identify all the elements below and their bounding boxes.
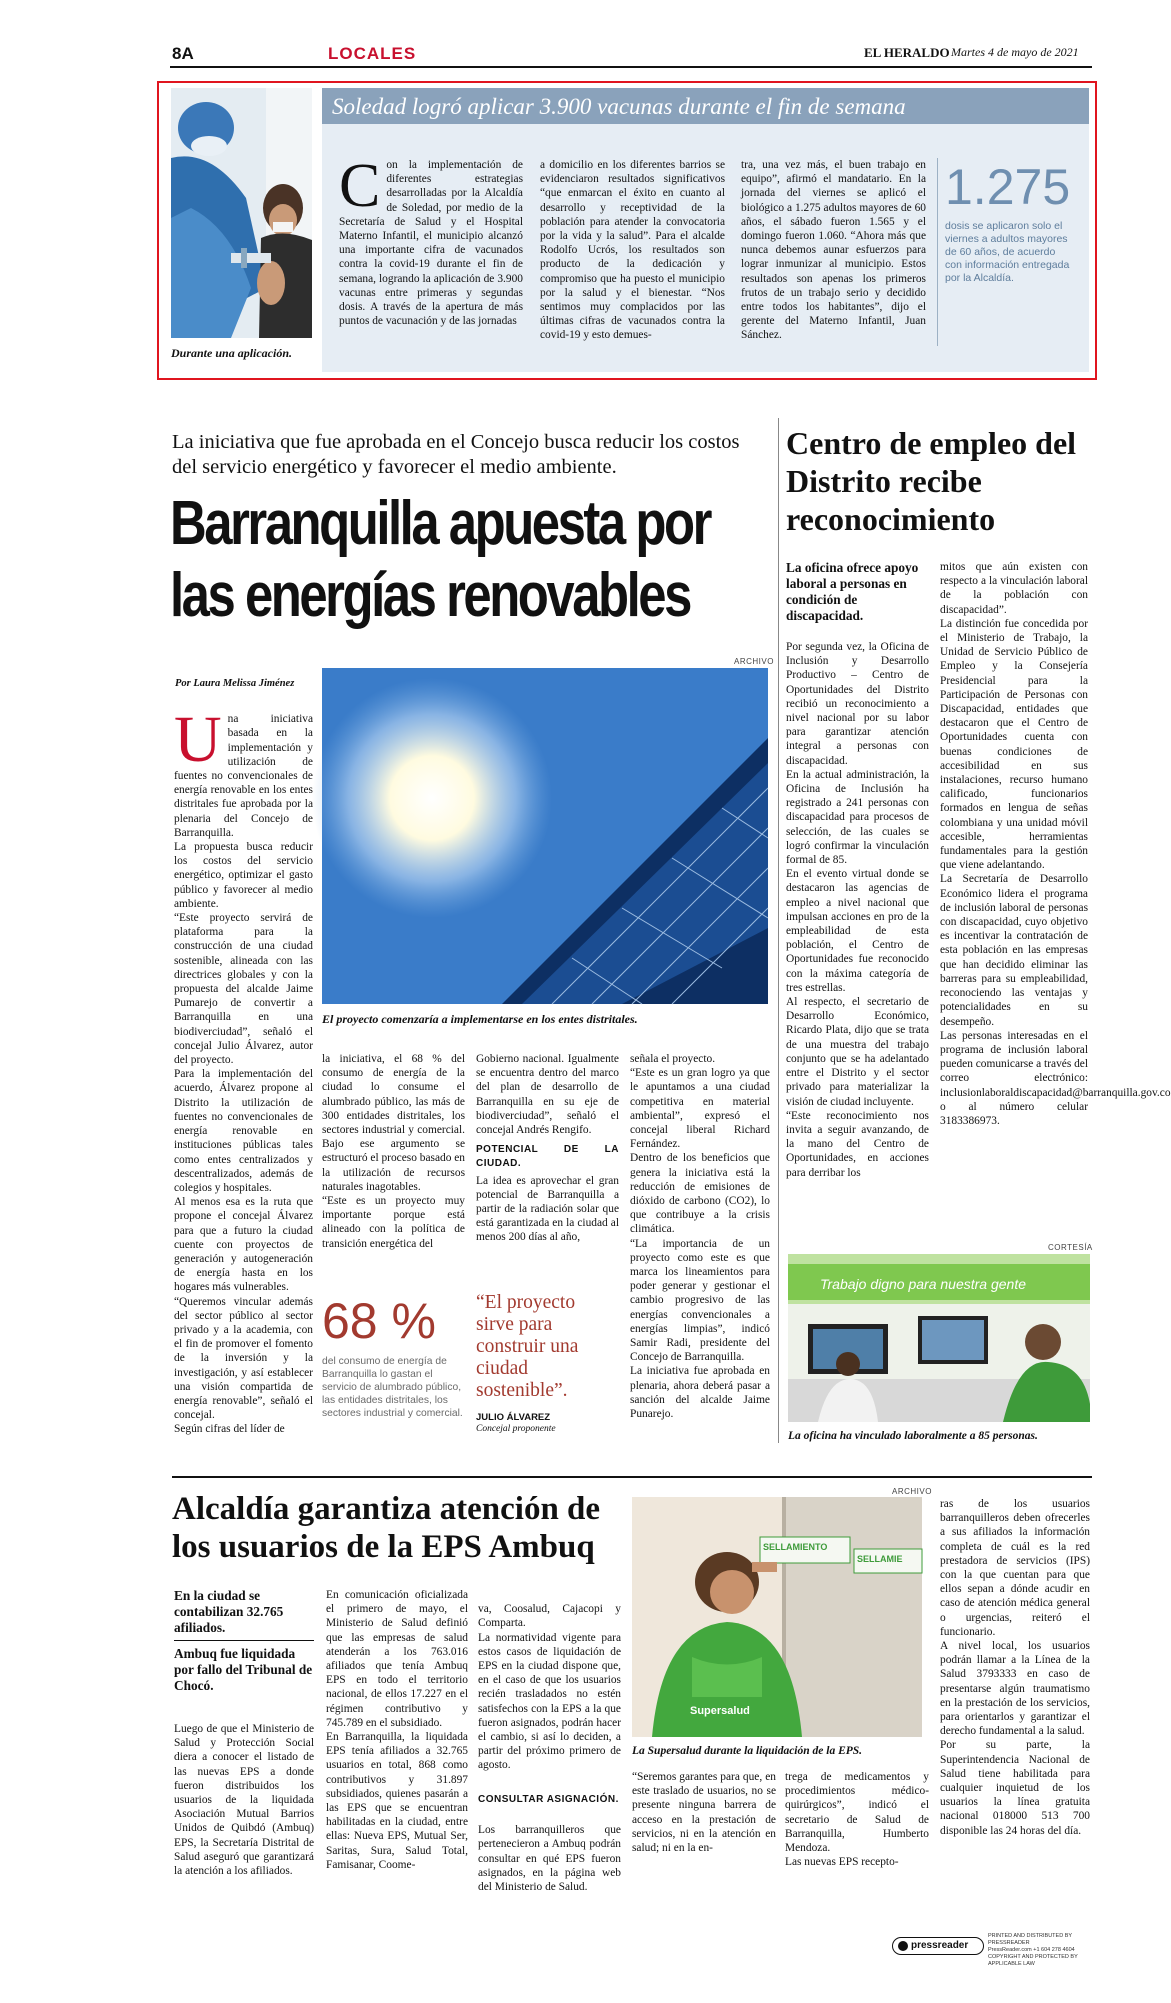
pressreader-brand: pressreader	[911, 1940, 969, 1951]
energy-photo-credit: ARCHIVO	[734, 657, 774, 666]
soledad-text-1: on la implementación de diferentes estrategias desarrolladas por la Alcaldía de Soledad, por medio de la Secretaría de Salud y el Hospital Materno Infantil, el municipio alcanzó una importante cifra de vacunados contra la covid-19 durante el fin de semana, logrando la aplicación de 3.900 vacunas entre primeras y segundas dosis. A través de la apertura de más puntos de vacunación y de las jornadas	[339, 159, 523, 328]
energy-text-1: na iniciativa basada en la implementación y utilización de fuentes no convencionales de energía renovable en los entes distritales fue aprobada por la plenaria del Concejo de Barranquilla. La propuesta busca reducir los costos del servicio energético, optimizar el gasto público y favorecer al medio ambiente. “Este proyecto servirá de plataforma para la construcción de una ciudad sostenible, alineada con las directrices globales y con la propuesta del alcalde Jaime Pumarejo de convertir a Barranquilla en una biodiverciudad”, señaló el concejal Julio Álvarez, autor del proyecto. Para la implementación del acuerdo, Álvarez propone al Distrito la utilización de fuentes no convencionales de energía renovable en instituciones públicas tales como entes centralizados y descentralizados, además de colegios y hospitales. Al menos esa es la ruta que propone el concejal Álvarez para que a futuro la ciudad cuente con proyectos de generación y autogeneración de energía hasta en los hogares más vulnerables. “Queremos vincular además del sector público al sector privado y a la academia, con el fin de promover el fomento de la inversión y la investigación, y así establecer una visión compartida de energía renovable”, señaló el concejal. Según cifras del líder de	[174, 713, 313, 1436]
ambuq-column-5: trega de medicamentos y procedimientos médico-quirúrgicos”, indicó el secretario de Salud de Barranquilla, Humberto Mendoza. Las nuevas EPS recepto-	[785, 1771, 929, 1869]
empleo-summary: La oficina ofrece apoyo laboral a personas en condición de discapacidad.	[786, 560, 919, 623]
section-label: LOCALES	[328, 44, 417, 63]
soledad-stat-divider	[937, 158, 938, 346]
energy-subhead: POTENCIAL DE LA CIUDAD.	[476, 1144, 619, 1170]
pressreader-icon	[898, 1941, 908, 1951]
ambuq-column-3	[478, 1588, 621, 1918]
ambuq-subhead: CONSULTAR ASIGNACIÓN.	[478, 1793, 619, 1805]
pressreader-badge	[892, 1937, 984, 1955]
empleo-column-2: mitos que aún existen con respecto a la vinculación laboral de la población con discapacidad”. La distinción fue concedida por el Ministerio de Trabajo, la Unidad de Servicio Público de Empleo y la Consejería Presidencial para la Participación de Personas con Discapacidad, entidades que destacaron que el Centro de Oportunidades cuenta con buenas condiciones de accesibilidad en sus instalaciones, recurso humano calificado, funcionarios formados en lengua de señas colombiana y una unidad móvil accesible, herramientas fundamentales para la gestión que viene adelantando. La Secretaría de Desarrollo Económico lidera el programa de inclusión laboral de personas con discapacidad, cuyo objetivo es incentivar la contratación de esta población en las empresas que han decidido eliminar las barreras para su empleabilidad, reconociendo las ventajas y potencialidades en su desempeño. Las personas interesadas en el programa de inclusión laboral pueden comunicarse a través del correo electrónico: inclusionlaboraldiscapacidad@barranquilla.gov.co o al número celular 3183386973.	[940, 561, 1171, 1127]
ambuq-photo-credit: ARCHIVO	[892, 1487, 932, 1496]
energy-column-2: la iniciativa, el 68 % del consumo de energía de la ciudad lo consume el alumbrado público, las más de 300 entidades distritales, los sectores industrial y comercial. Bajo ese argumento se estructuró el proceso basado en la utilización de recursos naturales inagotables. “Este es un proyecto muy importante porque está alineado con la política de transición energética del	[322, 1053, 465, 1250]
soledad-stat-text: dosis se aplicaron solo el viernes a adultos mayores de 60 años, de acuerdo con información entregada por la Alcaldía.	[945, 220, 1070, 284]
soledad-column-2: a domicilio en los diferentes barrios se evidenciaron resultados significativos “que enmarcan el éxito en cuanto al desarrollo y receptividad de la población para atender la convocatoria por la vida y la salud”. Para el alcalde Rodolfo Ucrós, los resultados son producto de la dedicación y compromiso que ha puesto el municipio por la salud y el bienestar. “Nos sentimos muy complacidos por las últimas cifras de vacunados contra la covid-19 y esto demues-	[540, 159, 725, 342]
energy-headline-line-1: Barranquilla apuesta por	[170, 489, 710, 558]
empleo-column-1: Por segunda vez, la Oficina de Inclusión y Desarrollo Productivo – Centro de Oportunidades del Distrito recibió un reconocimiento a nivel nacional por su labor para garantizar atención integral a personas con discapacidad. En la actual administración, la Oficina de Inclusión ha registrado a 241 personas con discapacidad para procesos de selección, de las cuales se logró confirmar la vinculación formal de 85. En el evento virtual donde se destacaron las agencias de empleo a nivel nacional que impulsan acciones en pro de la empleabilidad de esta población, el Centro de Oportunidades fue reconocido con la máxima categoría de tres estrellas. Al respecto, el secretario de Desarrollo Económico, Ricardo Plata, dijo que se trata de una muestra del trabajo conjunto que se ha adelantado entre el Distrito y el sector privado para materializar la visión de ciudad incluyente. “Este reconocimiento nos invita a seguir avanzando, de la mano del Centro de Oportunidades, en acciones para derribar los	[786, 641, 929, 1179]
empleo-headline: Centro de empleo del Distrito recibe reconocimiento	[786, 425, 1077, 537]
sign-text-1: SELLAMIENTO	[763, 1542, 828, 1552]
vaccination-photo	[171, 88, 312, 338]
soledad-title: Soledad logró aplicar 3.900 vacunas durante el fin de semana	[332, 94, 906, 119]
supersalud-photo	[632, 1497, 922, 1737]
ambuq-text-3: va, Coosalud, Cajacopi y Comparta. La normatividad vigente para estos casos de liquidación de EPS en la ciudad dispone que, en el caso de que los usuarios recién trasladados no estén satisfechos con la EPS a la que fueron asignados, podrán hacer el cambio, si así lo deciden, a partir del próximo primero de agosto.	[478, 1603, 621, 1772]
ambuq-top-rule	[172, 1476, 1092, 1478]
soledad-column-3: tra, una vez más, el buen trabajo en equipo”, afirmó el mandatario. En la jornada del viernes se aplicó el biológico a 1.275 adultos mayores de 60 años, el sábado fueron 1.565 y el domingo fueron 1.060. “Ahora más que nunca debemos aunar esfuerzos para lograr inmunizar al municipio. Estos resultados son apenas los primeros frutos de un trabajo serio y decidido entre todos los habitantes”, dijo el gerente del Materno Infantil, Juan Sánchez.	[741, 159, 926, 342]
issue-date: Martes 4 de mayo de 2021	[951, 45, 1079, 59]
ambuq-column-2: En comunicación oficializada el primero de mayo, el Ministerio de Salud definió que las empresas de salud atenderán a los 763.016 afiliados que tenía Ambuq EPS en todo el territorio nacional, de ellos 17.227 en el régimen contributivo y 745.789 en el subsidiado. En Barranquilla, la liquidada EPS tenía afiliados a 32.765 usuarios en total, 868 como contributivos y 31.897 subsidiados, quienes pasarán a las EPS que se encuentran habilitadas en la ciudad, entre ellas: Nueva EPS, Mutual Ser, Saritas, Sura, Salud Total, Famisanar, Coome-	[326, 1589, 468, 1871]
newspaper-name: EL HERALDO	[864, 45, 950, 60]
ambuq-column-1: Luego de que el Ministerio de Salud y Protección Social diera a conocer el listado de las nuevas EPS a donde fueron distribuidos los usuarios de la liquidada Asociación Mutual Barrios Unidos de Quibdó (Ambuq) EPS, la Secretaría Distrital de Salud aseguró que garantizará la atención a los afiliados.	[174, 1723, 314, 1878]
employment-photo-banner: Trabajo digno para nuestra gente	[820, 1276, 1026, 1292]
energy-headline-line-2: las energías renovables	[170, 561, 690, 630]
ambuq-summary-1: En la ciudad se contabilizan 32.765 afiliados.	[174, 1588, 284, 1635]
ambuq-column-4: “Seremos garantes para que, en este traslado de usuarios, no se presente ninguna barrera de acceso en la prestación de servicios, ni en la atención en salud; ni en la en-	[632, 1771, 776, 1855]
employment-photo-caption: La oficina ha vinculado laboralmente a 85 personas.	[788, 1430, 1038, 1442]
soledad-stat-number: 1.275	[945, 159, 1071, 215]
ambuq-summary-divider	[174, 1640, 314, 1641]
solar-panel-photo	[322, 668, 768, 1004]
ambuq-column-6: ras de los usuarios barranquilleros deben ofrecerles a sus afiliados la información completa de cuál es la red prestadora de servicios (IPS) con la que cuentan para que ellos sepan a dónde acudir en caso de atención médica general o urgencias, reiteró el funcionario. A nivel local, los usuarios podrán llamar a la Línea de la Salud 3793333 en caso de presentarse algún traumatismo en la prestación de los servicios, para orientarlos y garantizar el derecho fundamental a la salud. Por su parte, la Superintendencia Nacional de Salud tiene habilitada para cualquier inquietud de los usuarios la línea gratuita nacional 018000 513 700 disponible las 24 horas del día.	[940, 1498, 1090, 1837]
empleo-photo-credit: CORTESÍA	[1048, 1243, 1093, 1252]
energy-kicker: La iniciativa que fue aprobada en el Concejo busca reducir los costos del servicio energético y favorecer el medio ambiente.	[172, 431, 740, 478]
ambuq-text-3b: Los barranquilleros que pertenecieron a Ambuq podrán consultar en qué EPS fueron asignados, en la página web del Ministerio de Salud.	[478, 1824, 621, 1894]
energy-text-3: Gobierno nacional. Igualmente se encuentra dentro del marco del plan de desarrollo de Barranquilla en su eje de biodiverciudad”, señaló el concejal Andrés Rengifo.	[476, 1053, 619, 1137]
quote-role: Concejal proponente	[476, 1424, 556, 1434]
vaccination-photo-caption: Durante una aplicación.	[171, 346, 293, 360]
energy-stat-text: del consumo de energía de Barranquilla lo gastan el servicio de alumbrado público, las entidades distritales, los sectores industrial y comercial.	[322, 1356, 463, 1419]
ambuq-headline: Alcaldía garantiza atención de los usuarios de la EPS Ambuq	[172, 1491, 601, 1565]
soledad-drop-cap: C	[339, 152, 381, 220]
ambuq-summary-2: Ambuq fue liquidada por fallo del Tribunal de Chocó.	[174, 1646, 313, 1693]
energy-quote: “El proyecto sirve para construir una ciudad sostenible”.	[476, 1292, 579, 1401]
quote-author: JULIO ÁLVAREZ	[476, 1412, 551, 1423]
header-rule	[170, 66, 1092, 68]
supersalud-photo-caption: La Supersalud durante la liquidación de la EPS.	[632, 1745, 863, 1757]
page-number: 8A	[172, 44, 194, 63]
energy-column-4: señala el proyecto. “Este es un gran logro ya que le apuntamos a una ciudad competitiva en material ambiental”, expresó el concejal liberal Richard Fernández. Dentro de los beneficios que genera la iniciativa está la reducción de emisiones de dióxido de carbono (CO2), lo que contribuye a la crisis climática. “La importancia de un proyecto como este es que marca los lineamientos para poder generar y gestionar el cambio progresivo de las energías convencionales a energías limpias”, indicó Samir Radi, presidente del Concejo de Barranquilla. La iniciativa fue aprobada en plenaria, ahora deberá pasar a sanción del alcalde Jaime Punarejo.	[630, 1053, 770, 1421]
supersalud-logo: Supersalud	[690, 1705, 750, 1717]
energy-byline: Por Laura Melissa Jiménez	[175, 678, 295, 689]
energy-text-3b: La idea es aprovechar el gran potencial de Barranquilla a partir de la radiación solar que está garantizada en la ciudad al menos 200 días al año,	[476, 1174, 619, 1244]
energy-drop-cap: U	[174, 703, 222, 777]
energy-stat-number: 68 %	[322, 1293, 436, 1349]
energy-column-3	[476, 1052, 619, 1272]
footer-fine-print: PRINTED AND DISTRIBUTED BY PRESSREADER PressReader.com +1 604 278 4604 COPYRIGHT AND PROTECTED BY APPLICABLE LAW	[988, 1933, 1078, 1967]
energy-headline	[170, 488, 710, 632]
solar-photo-caption: El proyecto comenzaría a implementarse en los entes distritales.	[322, 1012, 638, 1026]
energy-column-1	[174, 698, 313, 1440]
empleo-divider	[778, 418, 779, 1443]
soledad-column-1	[339, 152, 523, 363]
sign-text-2: SELLAMIE	[857, 1554, 903, 1564]
